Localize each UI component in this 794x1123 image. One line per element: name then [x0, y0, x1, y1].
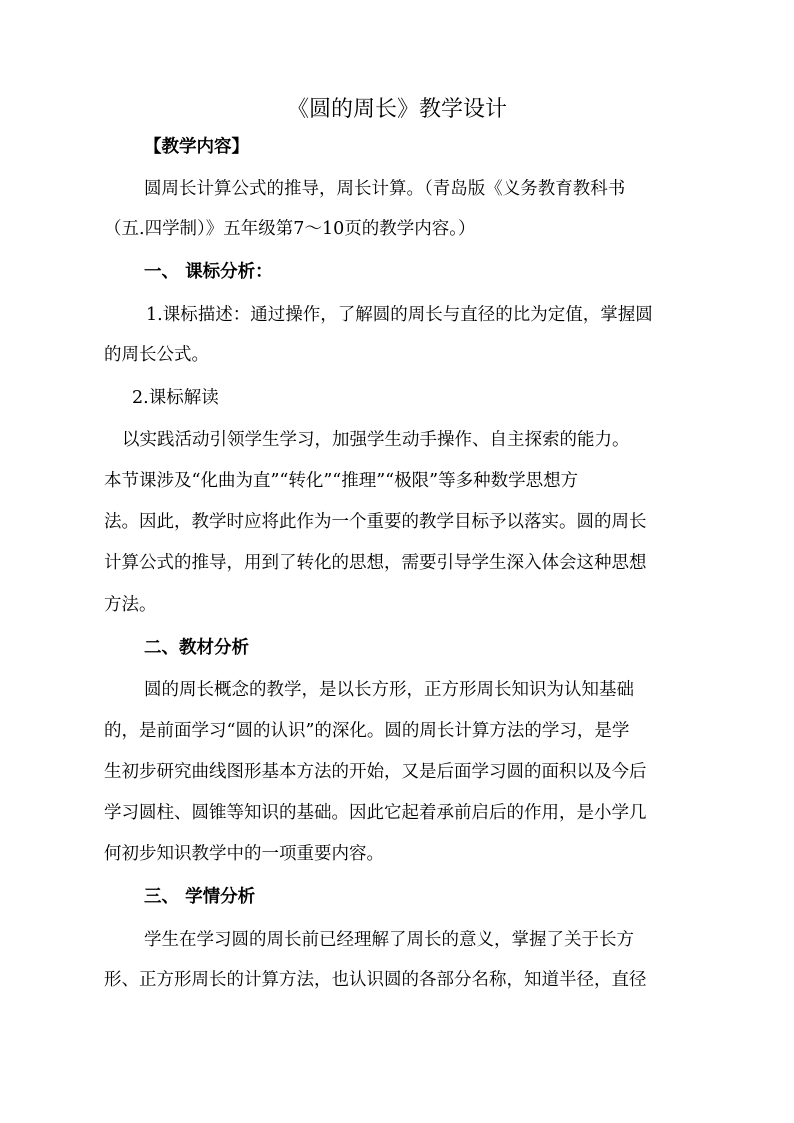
paragraph-line: 学习圆柱、圆锥等知识的基础。因此它起着承前启后的作用，是小学几 — [104, 803, 647, 823]
paragraph-line: 1.课标描述：通过操作，了解圆的周长与直径的比为定值，掌握圆 — [146, 305, 653, 325]
paragraph-line: 计算公式的推导，用到了转化的思想，需要引导学生深入体会这种思想 — [104, 553, 647, 573]
document-title: 《圆的周长》教学设计 — [286, 97, 507, 122]
section-heading-students: 三、 学情分析 — [144, 887, 256, 907]
paragraph-line: 以实践活动引领学生学习，加强学生动手操作、自主探索的能力。 — [122, 430, 630, 450]
paragraph-line: 本节课涉及“化曲为直”“转化”“推理”“极限”等多种数学思想方 — [104, 471, 579, 491]
paragraph-line: 圆周长计算公式的推导，周长计算。（青岛版《义务教育教科书 — [144, 179, 626, 199]
section-heading-textbook: 二、教材分析 — [144, 638, 249, 658]
section-heading-curriculum: 一、 课标分析： — [144, 262, 273, 282]
paragraph-line: 的周长公式。 — [104, 345, 209, 365]
paragraph-line: 何初步知识教学中的一项重要内容。 — [104, 844, 384, 864]
section-heading-content: 【教学内容】 — [144, 137, 249, 157]
paragraph-line: 圆的周长概念的教学，是以长方形，正方形周长知识为认知基础 — [144, 680, 634, 700]
paragraph-line: （五.四学制）》五年级第7～10页的教学内容。） — [104, 219, 476, 239]
paragraph-line: 方法。 — [104, 595, 157, 615]
subheading-curriculum-reading: 2.课标解读 — [132, 388, 219, 408]
paragraph-line: 生初步研究曲线图形基本方法的开始，又是后面学习圆的面积以及今后 — [104, 762, 647, 782]
paragraph-line: 法。因此，教学时应将此作为一个重要的教学目标予以落实。圆的周长 — [104, 512, 647, 532]
paragraph-line: 形、正方形周长的计算方法，也认识圆的各部分名称，知道半径，直径 — [104, 970, 647, 990]
paragraph-line: 学生在学习圆的周长前已经理解了周长的意义，掌握了关于长方 — [144, 930, 634, 950]
paragraph-line: 的，是前面学习“圆的认识”的深化。圆的周长计算方法的学习，是学 — [104, 721, 630, 741]
